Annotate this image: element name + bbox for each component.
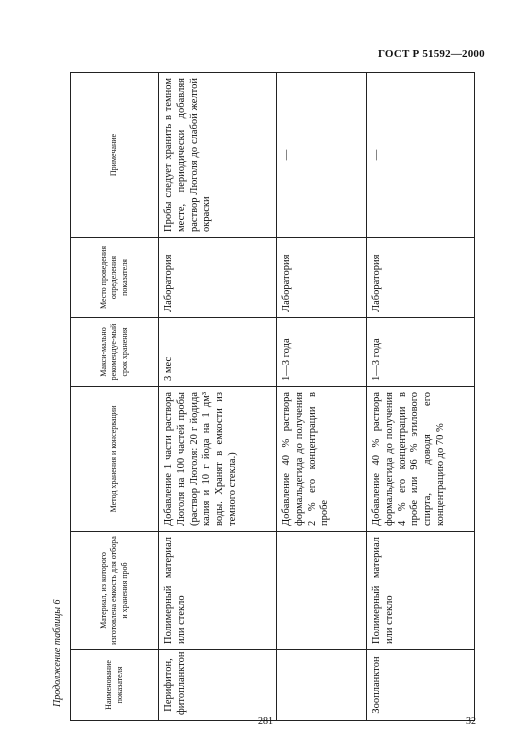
- table-cell: Лаборатория: [159, 238, 277, 318]
- data-table: [70, 72, 475, 721]
- table-row: [277, 73, 367, 721]
- table-cell: —: [277, 73, 367, 238]
- table-cell: Перифитон, фитопланктон: [159, 650, 277, 721]
- table-cell: Полимерный материал или стекло: [367, 532, 475, 650]
- table-cell: Лаборатория: [367, 238, 475, 318]
- header-cell: Место проведения определения показателя: [71, 238, 159, 318]
- table-cell: Лаборатория: [277, 238, 367, 318]
- table-cell: Пробы следует хранить в темном месте, периодически добавляя раствор Люголя до слабой желтой окраски: [159, 73, 277, 238]
- table-cell: 1—3 года: [277, 318, 367, 387]
- table-row: [159, 73, 277, 721]
- header-cell: Наименование показателя: [71, 650, 159, 721]
- table-cell: Добавление 40 % раствора формальдегида до получения 2 % его концентрации в пробе: [277, 387, 367, 532]
- table-cell: 1—3 года: [367, 318, 475, 387]
- header-cell: Макси-мально рекомендуе-мый срок хранения: [71, 318, 159, 387]
- table-cell: Полимерный материал или стекло: [159, 532, 277, 650]
- table-row: [367, 73, 475, 721]
- table-cell: Добавление 1 части раствора Люголя на 100 частей пробы (раствор Люголя: 20 г йодида калия и 10 г йода на 1 дм³ воды. Хранят в емкости из темного стекла.): [159, 387, 277, 532]
- table-cell: Добавление 40 % раствора формальдегида до получения 4 % его концентрации в пробе или 96 % этилового спирта, доводя его концентрацию до 70 %: [367, 387, 475, 532]
- table-cell: —: [367, 73, 475, 238]
- table-cell: [277, 650, 367, 721]
- header-cell: Примечание: [71, 73, 159, 238]
- document-header: ГОСТ Р 51592—2000: [378, 48, 485, 60]
- table-header-row: [71, 73, 159, 721]
- page-number-right: 32: [466, 716, 476, 727]
- table-cell: [277, 532, 367, 650]
- table-continuation-caption: Продолжение таблицы 6: [52, 599, 63, 707]
- page-number-left: 281: [258, 716, 273, 727]
- header-cell: Материал, из которого изготовлена емкость для отбора и хранения проб: [71, 532, 159, 650]
- header-cell: Метод хранения и консервации: [71, 387, 159, 532]
- data-table-rotated: [70, 73, 474, 721]
- table-cell: 3 мес: [159, 318, 277, 387]
- table-cell: Зоопланктон: [367, 650, 475, 721]
